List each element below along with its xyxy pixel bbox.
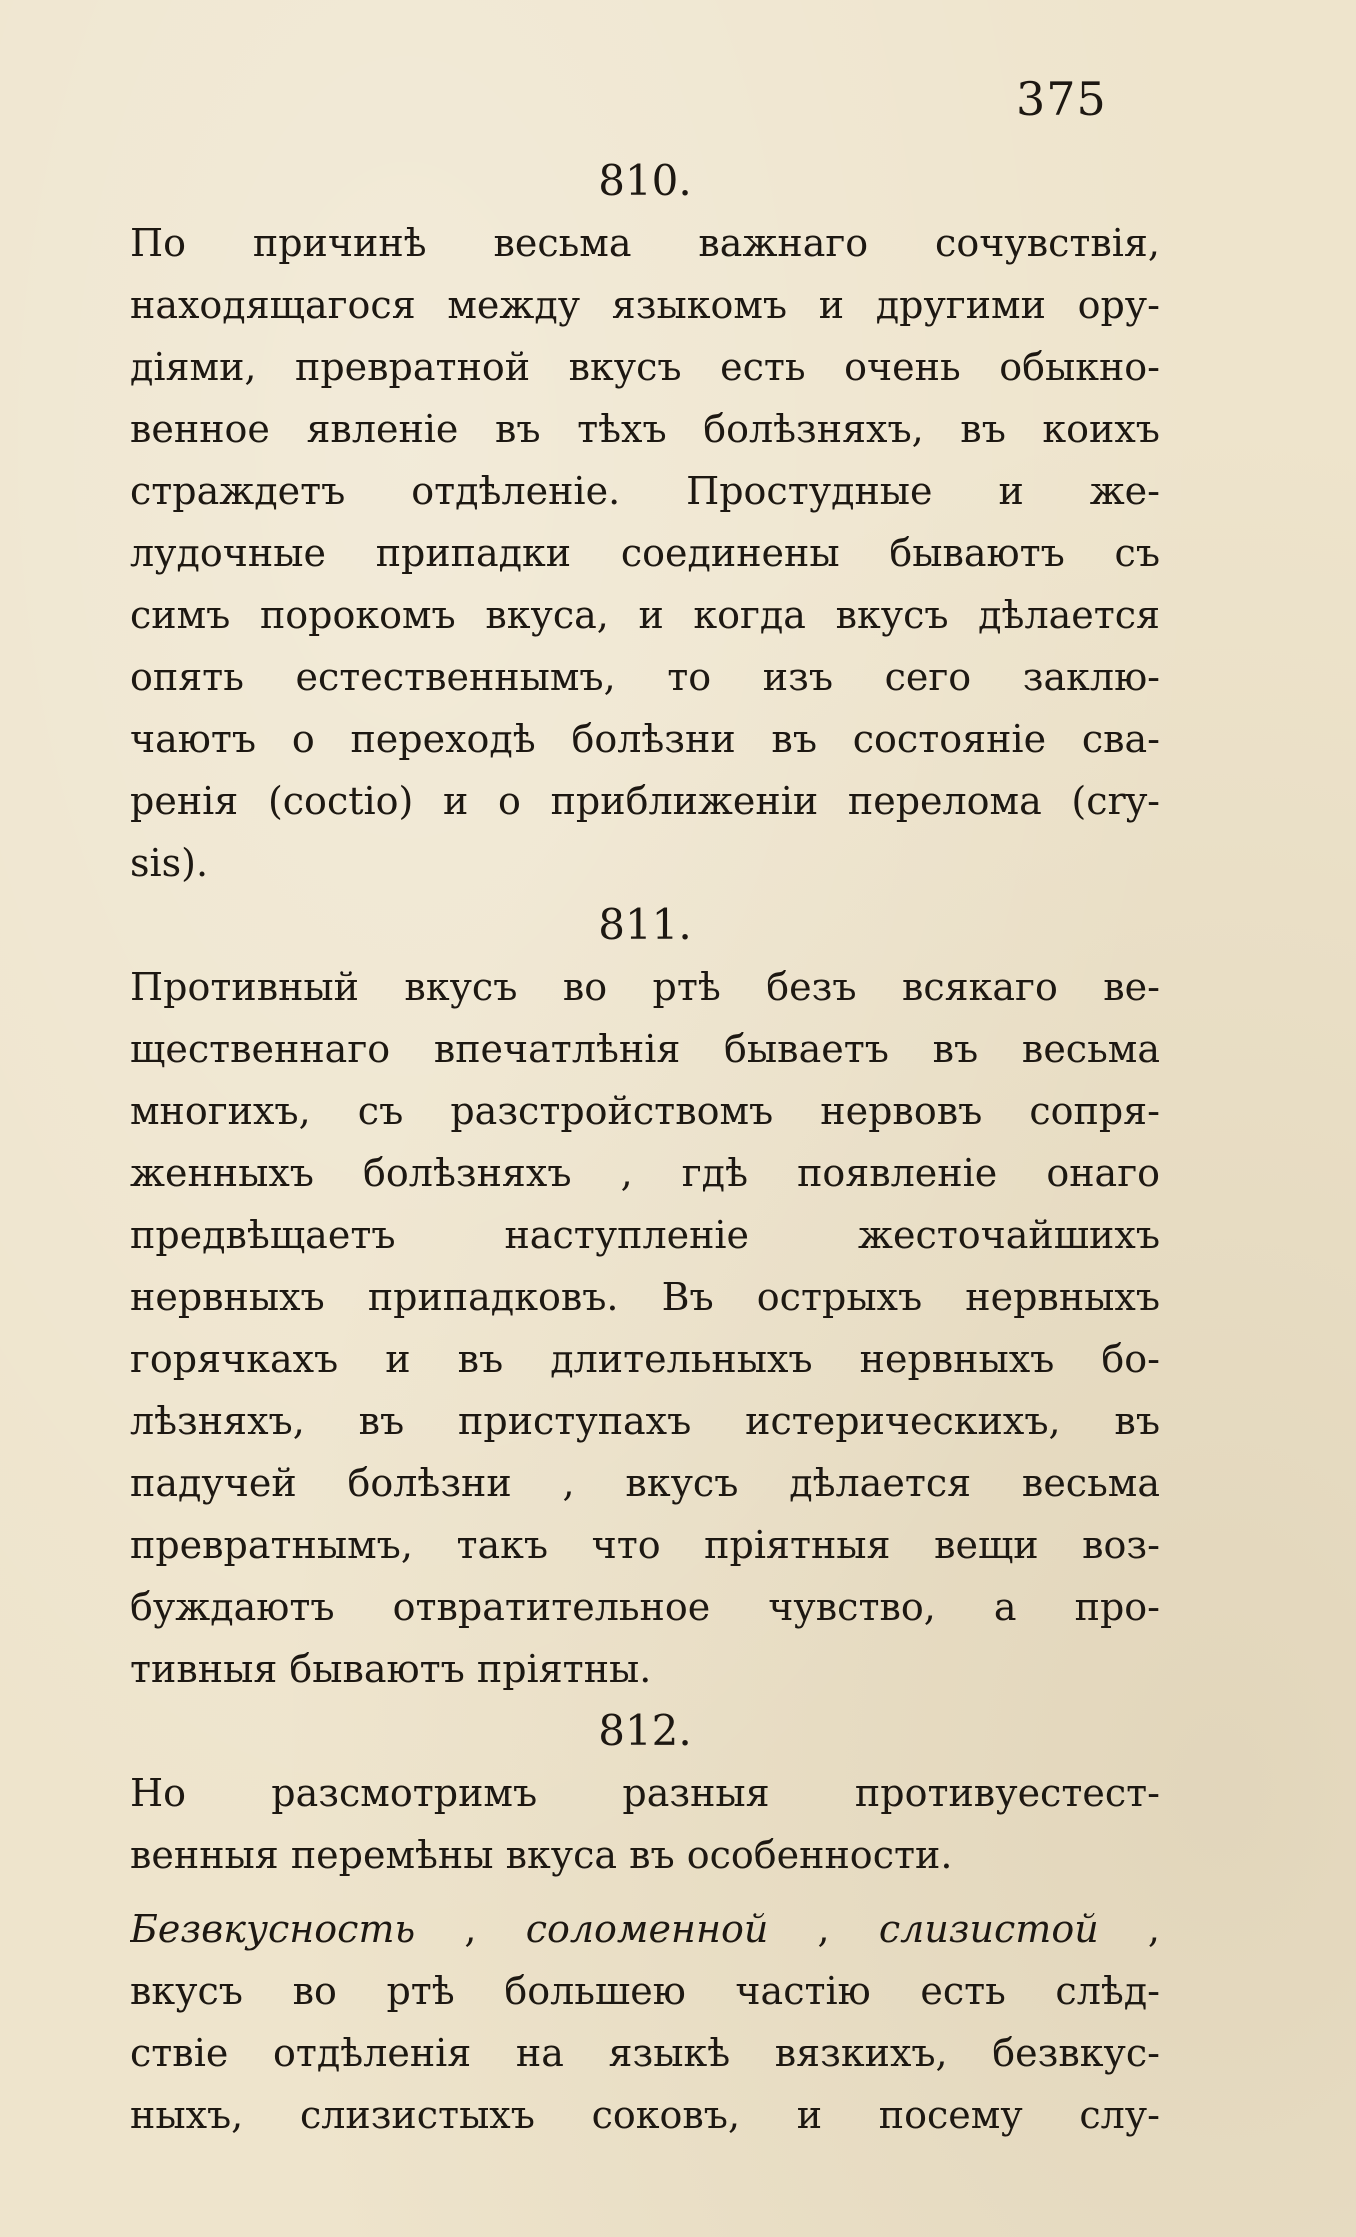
text-line: венное явленіе въ тѣхъ болѣзняхъ, въ коихъ — [130, 407, 1160, 451]
text-line: лудочные припадки соединены бываютъ съ — [130, 531, 1160, 575]
section-number-812: 812. — [598, 1706, 692, 1755]
text-line: предвѣщаетъ наступленіе жесточайшихъ — [130, 1213, 1160, 1257]
italic-term: Безвкусность — [130, 1907, 416, 1951]
separator: , — [768, 1907, 879, 1951]
text-line: падучей болѣзни , вкусъ дѣлается весьма — [130, 1461, 1160, 1505]
text-line: венныя перемѣны вкуса въ особенности. — [130, 1833, 953, 1877]
text-line: страждетъ отдѣленіе. Простудные и же- — [130, 469, 1160, 513]
text-column — [130, 150, 1160, 2146]
text-line: горячкахъ и въ длительныхъ нервныхъ бо- — [130, 1337, 1160, 1381]
page-number: 375 — [1016, 72, 1107, 126]
text-line: вкусъ во ртѣ большею частію есть слѣд- — [130, 1969, 1160, 2013]
text-line: нервныхъ припадковъ. Въ острыхъ нервныхъ — [130, 1275, 1160, 1319]
text-line: Противный вкусъ во ртѣ безъ всякаго ве- — [130, 965, 1160, 1009]
text-line: находящагося между языкомъ и другими ору- — [130, 283, 1160, 327]
text-line: ренія (coctio) и о приближеніи перелома (cry- — [130, 779, 1160, 823]
text-line: многихъ, съ разстройствомъ нервовъ сопря- — [130, 1089, 1160, 1133]
section-number-810: 810. — [598, 156, 692, 205]
text-line: превратнымъ, такъ что пріятныя вещи воз- — [130, 1523, 1160, 1567]
text-line: ныхъ, слизистыхъ соковъ, и посему слу- — [130, 2093, 1160, 2137]
italic-term: соломенной — [525, 1907, 769, 1951]
text-line: симъ порокомъ вкуса, и когда вкусъ дѣлается — [130, 593, 1160, 637]
text-line-italic-terms — [130, 1898, 1160, 1960]
text-line: лѣзняхъ, въ приступахъ истерическихъ, въ — [130, 1399, 1160, 1443]
section-number-811: 811. — [598, 900, 692, 949]
text-line: буждаютъ отвратительное чувство, а про- — [130, 1585, 1160, 1629]
italic-term: слизистой — [878, 1907, 1099, 1951]
paragraph-gap — [130, 1886, 1160, 1898]
text-line: тивныя бываютъ пріятны. — [130, 1647, 652, 1691]
text-line: sis). — [130, 841, 209, 885]
text-line: чаютъ о переходѣ болѣзни въ состояніе сва- — [130, 717, 1160, 761]
separator: , — [415, 1907, 526, 1951]
text-line: По причинѣ весьма важнаго сочувствія, — [130, 221, 1160, 265]
text-line: женныхъ болѣзняхъ , гдѣ появленіе онаго — [130, 1151, 1160, 1195]
text-line: діями, превратной вкусъ есть очень обыкно- — [130, 345, 1160, 389]
separator: , — [1098, 1907, 1160, 1951]
text-line: щественнаго впечатлѣнія бываетъ въ весьма — [130, 1027, 1160, 1071]
text-line: опять естественнымъ, то изъ сего заклю- — [130, 655, 1160, 699]
text-line: ствіе отдѣленія на языкѣ вязкихъ, безвкус- — [130, 2031, 1160, 2075]
text-line: Но разсмотримъ разныя противуестест- — [130, 1771, 1160, 1815]
